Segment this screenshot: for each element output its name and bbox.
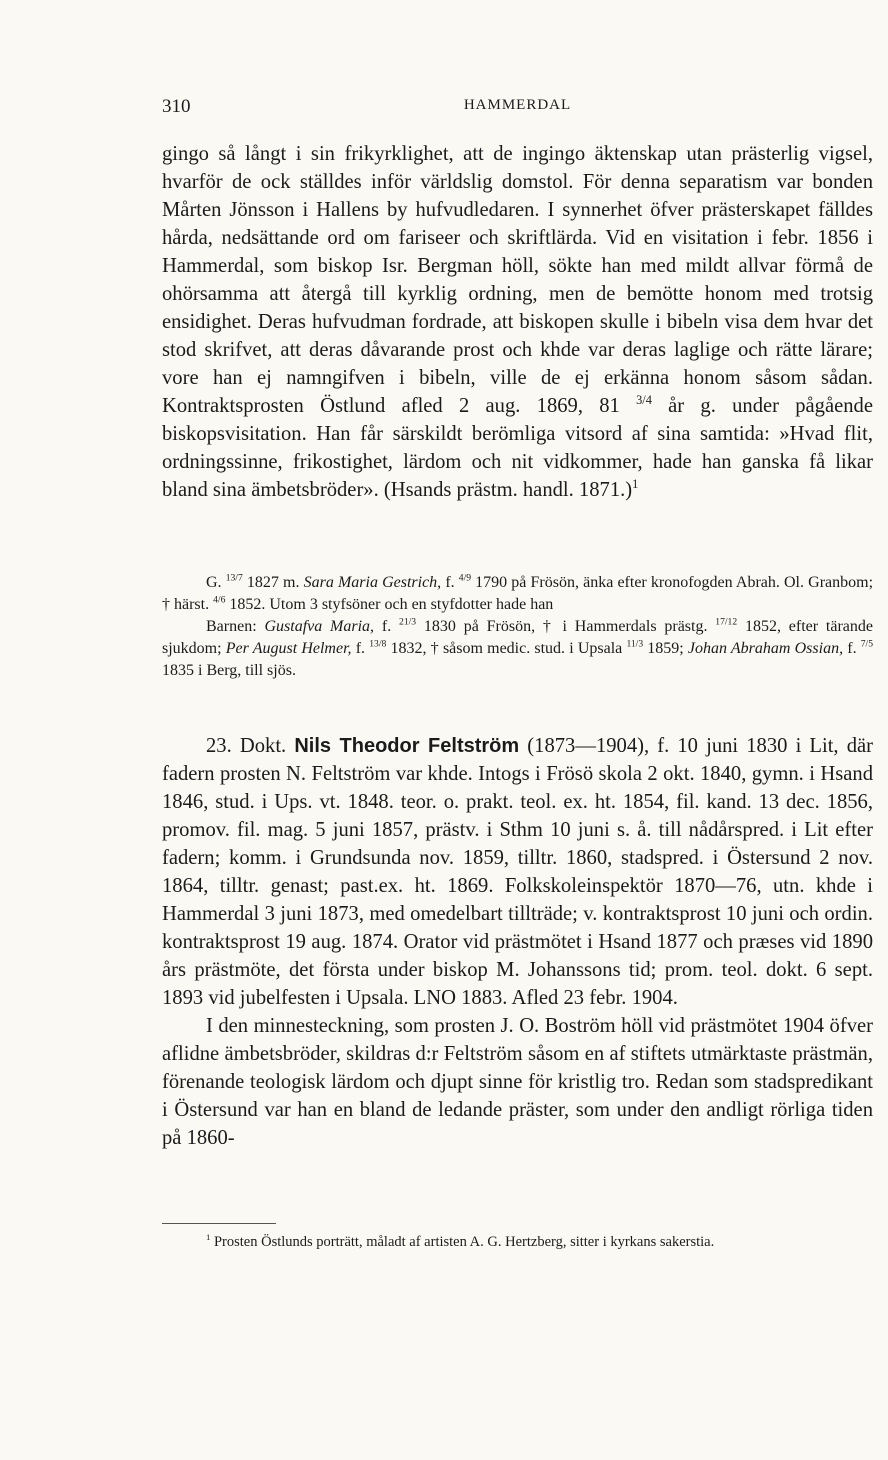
ostlund-age-fraction: 3/4 bbox=[636, 393, 652, 408]
wife-name: Sara Maria Gestrich, bbox=[303, 574, 442, 591]
child-name: Gustafva Maria, bbox=[264, 618, 375, 635]
paragraph-memorial: I den minnesteckning, som prosten J. O. Boström höll vid prästmötet 1904 öfver aflidne ämbetsbröder, skildras d:r Feltström såsom en af stiftets utmärktaste prästmän, förenande teologisk lärdom och djupt sinne för kristlig tro. Redan som stadspredikant i Östersund var han en bland de ledande präster, som under den andligt rörliga tiden på 1860- bbox=[162, 1015, 873, 1149]
footnote-rule bbox=[162, 1223, 276, 1224]
entry-feltstrom bbox=[162, 732, 873, 1152]
wife-note: G. $^{13/7}$ 1827 m. Sara Maria Gestrich, f. $^{4/9}$ 1790 på Frösön, änka efter kronofogden Abrah. Ol. Granbom; † härst. $^{4/6}$ 1852. Utom 3 styfsöner och en styfdotter hade han bbox=[162, 572, 874, 613]
footnote bbox=[162, 1232, 873, 1253]
entry-number: 23. Dokt. bbox=[206, 735, 295, 757]
entry-text: (1873—1904), f. 10 juni 1830 i Lit, där fadern prosten N. Feltström var khde. Intogs i Frösö skola 2 okt. 1840, gymn. i Hsand 1846, stud. i Ups. vt. 1848. teor. o. prakt. teol. ex. ht. 1854, fil. kand. 13 dec. 1856, promov. fil. mag. 5 juni 1857, prästv. i Sthm 10 juni s. å. till nådårspred. i Lit efter fadern; komm. i Grundsunda nov. 1859, tilltr. 1860, stadspred. i Östersund 2 nov. 1864, tilltr. genast; past.ex. ht. 1869. Folkskoleinspektör 1870—76, utn. khde i Hammerdal 3 juni 1873, med omedelbart tillträde; v. kontraktsprost 10 juni och ordin. kontraktsprost 19 aug. 1874. Orator vid prästmötet i Hsand 1877 och præses vid 1890 års prästmöte, det första under biskop M. Johanssons tid; prom. teol. dokt. 6 sept. 1893 vid jubelfesten i Upsala. LNO 1883. Afled 23 febr. 1904. bbox=[162, 735, 874, 1009]
child-name: Johan Abraham Ossian, bbox=[687, 640, 844, 657]
ostlund-text: gingo så långt i sin frikyrklighet, att de ingingo äktenskap utan prästerlig vigsel, hvarför de ock ställdes inför världslig domstol. För denna separatism var bonden Mårten Jönsson i Hallens by hufvudledaren. I synnerhet öfver prästerskapet fälldes hårda, nedsättande ord om fariseer och skriftlärda. Vid en visitation i febr. 1856 i Hammerdal, som biskop Isr. Bergman höll, sökte han med mildt allvar förmå de ohörsamma att återgå till kyrklig ordning, men de bemötte honom med trotsig ensidighet. Deras hufvudman fordrade, att biskopen skulle i bibeln visa dem hvar det stod skrifvet, att deras dåvarande prost och khde var deras laglige och rätte lärare; vore han ej namngifven i bibeln, ville de ej erkänna honom såsom sådan. Kontraktsprosten Östlund afled 2 aug. 1869, 81 bbox=[162, 143, 873, 417]
paragraph-ostlund bbox=[162, 140, 873, 504]
children-note: Barnen: Gustafva Maria, f. $^{21/3}$ 1830 på Frösön, † i Hammerdals prästg. $^{17/12}$ 1852, efter tärande sjukdom; Per August Helmer, f. $^{13/8}$ 1832, † såsom medic. stud. i Upsala $^{11/3}$ 1859; Johan Abraham Ossian, f. $^{7/5}$ 1835 i Berg, till sjös. bbox=[162, 616, 874, 679]
ostlund-text-tail: år g. under pågående biskopsvisitation. Han får särskildt berömliga vitsord af sina samtida: »Hvad flit, ordningssinne, frikostighet, lärdom och nit vidkommer, hade han ganska få likar bland sina ämbetsbröder». (Hsands prästm. handl. 1871.) bbox=[162, 395, 873, 501]
child-name: Per August Helmer, bbox=[225, 640, 352, 657]
footnote-mark: 1 bbox=[206, 1232, 211, 1243]
page-header bbox=[162, 96, 873, 120]
page-number: 310 bbox=[162, 96, 191, 117]
family-notes bbox=[162, 572, 873, 682]
footnote-text: Prosten Östlunds porträtt, måladt af artisten A. G. Hertzberg, sitter i kyrkans sakerstia. bbox=[210, 1234, 715, 1250]
entry-name: Nils Theodor Feltström bbox=[294, 735, 520, 757]
footnote-ref: 1 bbox=[632, 477, 639, 492]
running-title: HAMMERDAL bbox=[463, 97, 572, 113]
